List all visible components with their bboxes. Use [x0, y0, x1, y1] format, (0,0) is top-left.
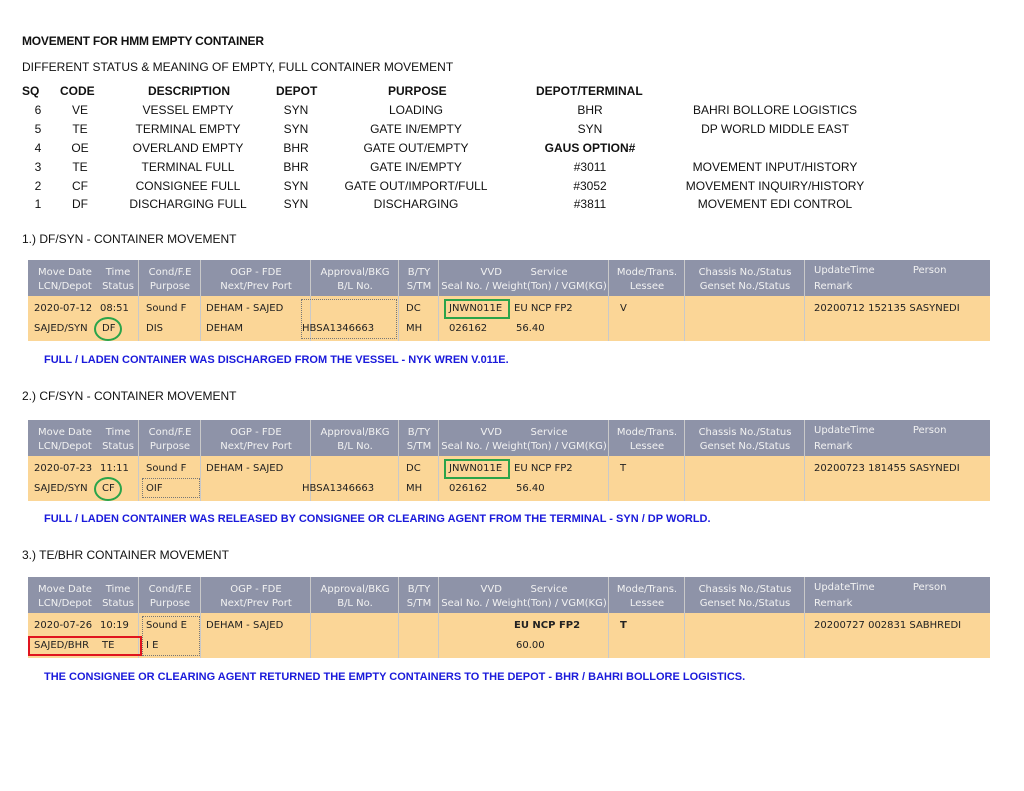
codes-table-row: [0, 197, 1024, 215]
header-move-date: Move Date: [38, 267, 92, 278]
cell-weight: 56.40: [516, 483, 545, 494]
cell-service: EU NCP FP2: [514, 620, 581, 631]
header-lcn-depot: LCN/Depot: [38, 598, 92, 609]
header-remark: Remark: [814, 441, 853, 452]
header-lcn-depot: LCN/Depot: [38, 441, 92, 452]
header-move-date: Move Date: [38, 584, 92, 595]
header-chassis: Chassis No./Status: [698, 584, 792, 595]
header-vvd: VVD: [480, 267, 502, 278]
header-cond: Cond/F.E: [148, 267, 192, 278]
header-ogp-fde: OGP - FDE: [230, 584, 282, 595]
header-status: Status: [102, 281, 134, 292]
codes-table-row: [0, 141, 1024, 159]
cell-move-date: 2020-07-12: [34, 303, 93, 314]
row-depot: SYN: [283, 197, 309, 211]
header-code: CODE: [60, 84, 95, 98]
row-sq: 3: [34, 160, 42, 174]
row-depot: SYN: [283, 103, 309, 117]
row-description: VESSEL EMPTY: [142, 103, 234, 117]
row-purpose: GATE IN/EMPTY: [370, 160, 462, 174]
header-mode: Mode/Trans.: [616, 427, 678, 438]
header-depot: DEPOT: [276, 84, 318, 98]
codes-table-header: [0, 84, 1024, 102]
cell-time: 08:51: [100, 303, 129, 314]
cell-purpose: DIS: [146, 323, 163, 334]
header-bty: B/TY: [407, 427, 431, 438]
header-mode: Mode/Trans.: [616, 267, 678, 278]
cell-weight: 56.40: [516, 323, 545, 334]
movement-grid: [28, 577, 990, 658]
row-description: TERMINAL FULL: [141, 160, 235, 174]
header-chassis: Chassis No./Status: [698, 427, 792, 438]
row-depot: BHR: [283, 160, 309, 174]
cell-update: 20200727 002831 SABHREDI: [814, 620, 962, 631]
row-depot: SYN: [283, 179, 309, 193]
header-approval: Approval/BKG: [320, 584, 390, 595]
row-description: OVERLAND EMPTY: [132, 141, 244, 155]
cell-seal: 026162: [449, 323, 488, 334]
cell-move-date: 2020-07-23: [34, 463, 93, 474]
movement-grid: [28, 420, 990, 501]
cell-weight: 60.00: [516, 640, 545, 651]
section-note: THE CONSIGNEE OR CLEARING AGENT RETURNED THE EMPTY CONTAINERS TO THE DEPOT - BHR / BAHRI BOLLORE LOGISTICS.: [44, 671, 746, 683]
header-remark: Remark: [814, 598, 853, 609]
header-service: Service: [530, 267, 568, 278]
purpose-field[interactable]: [142, 478, 200, 498]
vvd-highlight-box: [444, 459, 510, 479]
cell-bty: DC: [406, 463, 421, 474]
cell-cond: Sound F: [146, 463, 187, 474]
row-purpose: GATE OUT/EMPTY: [363, 141, 469, 155]
row-depot-terminal: #3811: [573, 197, 607, 211]
row-code: TE: [72, 122, 88, 136]
header-description: DESCRIPTION: [148, 84, 231, 98]
row-depot-terminal: GAUS OPTION#: [544, 141, 636, 155]
header-ogp-fde: OGP - FDE: [230, 267, 282, 278]
header-lessee: Lessee: [629, 281, 665, 292]
cell-purpose: I E: [146, 640, 159, 651]
cell-bl-no: HBSA1346663: [302, 323, 375, 334]
status-highlight-circle: [94, 477, 122, 501]
row-purpose: GATE IN/EMPTY: [370, 122, 462, 136]
section-note: FULL / LADEN CONTAINER WAS DISCHARGED FROM THE VESSEL - NYK WREN V.011E.: [44, 354, 509, 366]
header-move-date: Move Date: [38, 427, 92, 438]
header-update-time: UpdateTime: [814, 582, 875, 593]
header-lessee: Lessee: [629, 441, 665, 452]
header-time: Time: [105, 584, 131, 595]
header-depot-terminal: DEPOT/TERMINAL: [536, 84, 643, 98]
row-code: DF: [72, 197, 88, 211]
cell-move-date: 2020-07-26: [34, 620, 93, 631]
header-purpose: Purpose: [149, 598, 191, 609]
cell-update: 20200723 181455 SASYNEDI: [814, 463, 960, 474]
header-genset: Genset No./Status: [699, 598, 791, 609]
cell-mode: T: [620, 620, 627, 631]
row-code: TE: [72, 160, 88, 174]
header-bl-no: B/L No.: [337, 281, 373, 292]
cell-bty: DC: [406, 303, 421, 314]
header-vvd: VVD: [480, 584, 502, 595]
cell-seal: 026162: [449, 483, 488, 494]
header-lessee: Lessee: [629, 598, 665, 609]
header-purpose: PURPOSE: [388, 84, 447, 98]
row-extra: BAHRI BOLLORE LOGISTICS: [692, 103, 858, 117]
cell-status: DF: [102, 323, 116, 334]
row-description: TERMINAL EMPTY: [135, 122, 241, 136]
cell-ogp-fde: DEHAM - SAJED: [206, 463, 284, 474]
header-update-time: UpdateTime: [814, 265, 875, 276]
row-extra: MOVEMENT INPUT/HISTORY: [692, 160, 858, 174]
row-depot: BHR: [283, 141, 309, 155]
row-extra: DP WORLD MIDDLE EAST: [701, 122, 849, 136]
row-extra: MOVEMENT INQUIRY/HISTORY: [685, 179, 865, 193]
page-subtitle: DIFFERENT STATUS & MEANING OF EMPTY, FULL CONTAINER MOVEMENT: [22, 60, 454, 74]
codes-table-row: [0, 179, 1024, 197]
cell-status: CF: [102, 483, 115, 494]
header-mode: Mode/Trans.: [616, 584, 678, 595]
header-bty: B/TY: [407, 584, 431, 595]
cell-cond: Sound E: [146, 620, 187, 631]
row-description: DISCHARGING FULL: [129, 197, 247, 211]
cell-lcn-depot: SAJED/SYN: [34, 483, 88, 494]
header-bl-no: B/L No.: [337, 598, 373, 609]
row-sq: 4: [34, 141, 42, 155]
row-depot: SYN: [283, 122, 309, 136]
header-person: Person: [912, 582, 947, 593]
header-remark: Remark: [814, 281, 853, 292]
section-title: 1.) DF/SYN - CONTAINER MOVEMENT: [22, 232, 237, 246]
header-purpose: Purpose: [149, 441, 191, 452]
header-cond: Cond/F.E: [148, 584, 192, 595]
header-service: Service: [530, 584, 568, 595]
header-status: Status: [102, 441, 134, 452]
cell-lcn-depot: SAJED/BHR: [34, 640, 90, 651]
row-purpose: GATE OUT/IMPORT/FULL: [344, 179, 488, 193]
header-lcn-depot: LCN/Depot: [38, 281, 92, 292]
row-purpose: DISCHARGING: [373, 197, 459, 211]
row-depot-terminal: #3052: [573, 179, 607, 193]
row-code: VE: [71, 103, 88, 117]
location-status-highlight-box: [28, 636, 142, 656]
header-purpose: Purpose: [149, 281, 191, 292]
codes-table-row: [0, 122, 1024, 140]
cell-status: TE: [102, 640, 115, 651]
cell-ogp-fde: DEHAM - SAJED: [206, 620, 284, 631]
row-sq: 6: [34, 103, 42, 117]
header-time: Time: [105, 267, 131, 278]
row-sq: 1: [34, 197, 42, 211]
header-bl-no: B/L No.: [337, 441, 373, 452]
cell-update: 20200712 152135 SASYNEDI: [814, 303, 960, 314]
header-seal-weight: Seal No. / Weight(Ton) / VGM(KG): [441, 441, 607, 452]
cell-vvd: JNWN011E: [449, 303, 503, 314]
section-title: 3.) TE/BHR CONTAINER MOVEMENT: [22, 548, 229, 562]
cell-service: EU NCP FP2: [514, 463, 573, 474]
header-next-prev: Next/Prev Port: [220, 598, 292, 609]
row-depot-terminal: SYN: [577, 122, 603, 136]
cell-cond: Sound F: [146, 303, 187, 314]
cell-vvd: JNWN011E: [449, 463, 503, 474]
header-seal-weight: Seal No. / Weight(Ton) / VGM(KG): [441, 281, 607, 292]
cell-time: 11:11: [100, 463, 129, 474]
header-stm: S/TM: [406, 441, 432, 452]
cell-mode: T: [620, 463, 627, 474]
row-description: CONSIGNEE FULL: [135, 179, 241, 193]
cell-ogp-fde: DEHAM - SAJED: [206, 303, 284, 314]
cell-time: 10:19: [100, 620, 129, 631]
header-ogp-fde: OGP - FDE: [230, 427, 282, 438]
header-update-time: UpdateTime: [814, 425, 875, 436]
codes-table-row: [0, 103, 1024, 121]
row-extra: MOVEMENT EDI CONTROL: [697, 197, 853, 211]
cell-stm: MH: [406, 323, 423, 334]
header-seal-weight: Seal No. / Weight(Ton) / VGM(KG): [441, 598, 607, 609]
status-highlight-circle: [94, 317, 122, 341]
header-stm: S/TM: [406, 598, 432, 609]
section-title: 2.) CF/SYN - CONTAINER MOVEMENT: [22, 389, 237, 403]
header-next-prev: Next/Prev Port: [220, 281, 292, 292]
header-sq: SQ: [22, 84, 40, 98]
header-cond: Cond/F.E: [148, 427, 192, 438]
header-vvd: VVD: [480, 427, 502, 438]
section-note: FULL / LADEN CONTAINER WAS RELEASED BY CONSIGNEE OR CLEARING AGENT FROM THE TERMINAL - SYN / DP WORLD.: [44, 513, 711, 525]
movement-grid: [28, 260, 990, 341]
row-code: CF: [72, 179, 88, 193]
cell-next-prev: DEHAM: [206, 323, 244, 334]
header-time: Time: [105, 427, 131, 438]
header-service: Service: [530, 427, 568, 438]
header-genset: Genset No./Status: [699, 441, 791, 452]
page-title: MOVEMENT FOR HMM EMPTY CONTAINER: [22, 34, 264, 48]
codes-table-row: [0, 160, 1024, 178]
header-next-prev: Next/Prev Port: [220, 441, 292, 452]
row-depot-terminal: #3011: [573, 160, 607, 174]
header-status: Status: [102, 598, 134, 609]
header-bty: B/TY: [407, 267, 431, 278]
cell-bl-no: HBSA1346663: [302, 483, 375, 494]
row-sq: 2: [34, 179, 42, 193]
header-approval: Approval/BKG: [320, 267, 390, 278]
header-stm: S/TM: [406, 281, 432, 292]
row-code: OE: [71, 141, 89, 155]
cell-lcn-depot: SAJED/SYN: [34, 323, 88, 334]
cell-purpose: OIF: [146, 483, 163, 494]
header-person: Person: [912, 265, 947, 276]
cell-service: EU NCP FP2: [514, 303, 573, 314]
header-approval: Approval/BKG: [320, 427, 390, 438]
row-depot-terminal: BHR: [577, 103, 603, 117]
row-sq: 5: [34, 122, 42, 136]
header-chassis: Chassis No./Status: [698, 267, 792, 278]
header-person: Person: [912, 425, 947, 436]
row-purpose: LOADING: [388, 103, 443, 117]
header-genset: Genset No./Status: [699, 281, 791, 292]
cell-mode: V: [620, 303, 627, 314]
cell-stm: MH: [406, 483, 423, 494]
vvd-highlight-box: [444, 299, 510, 319]
cond-purpose-field[interactable]: [142, 616, 200, 656]
